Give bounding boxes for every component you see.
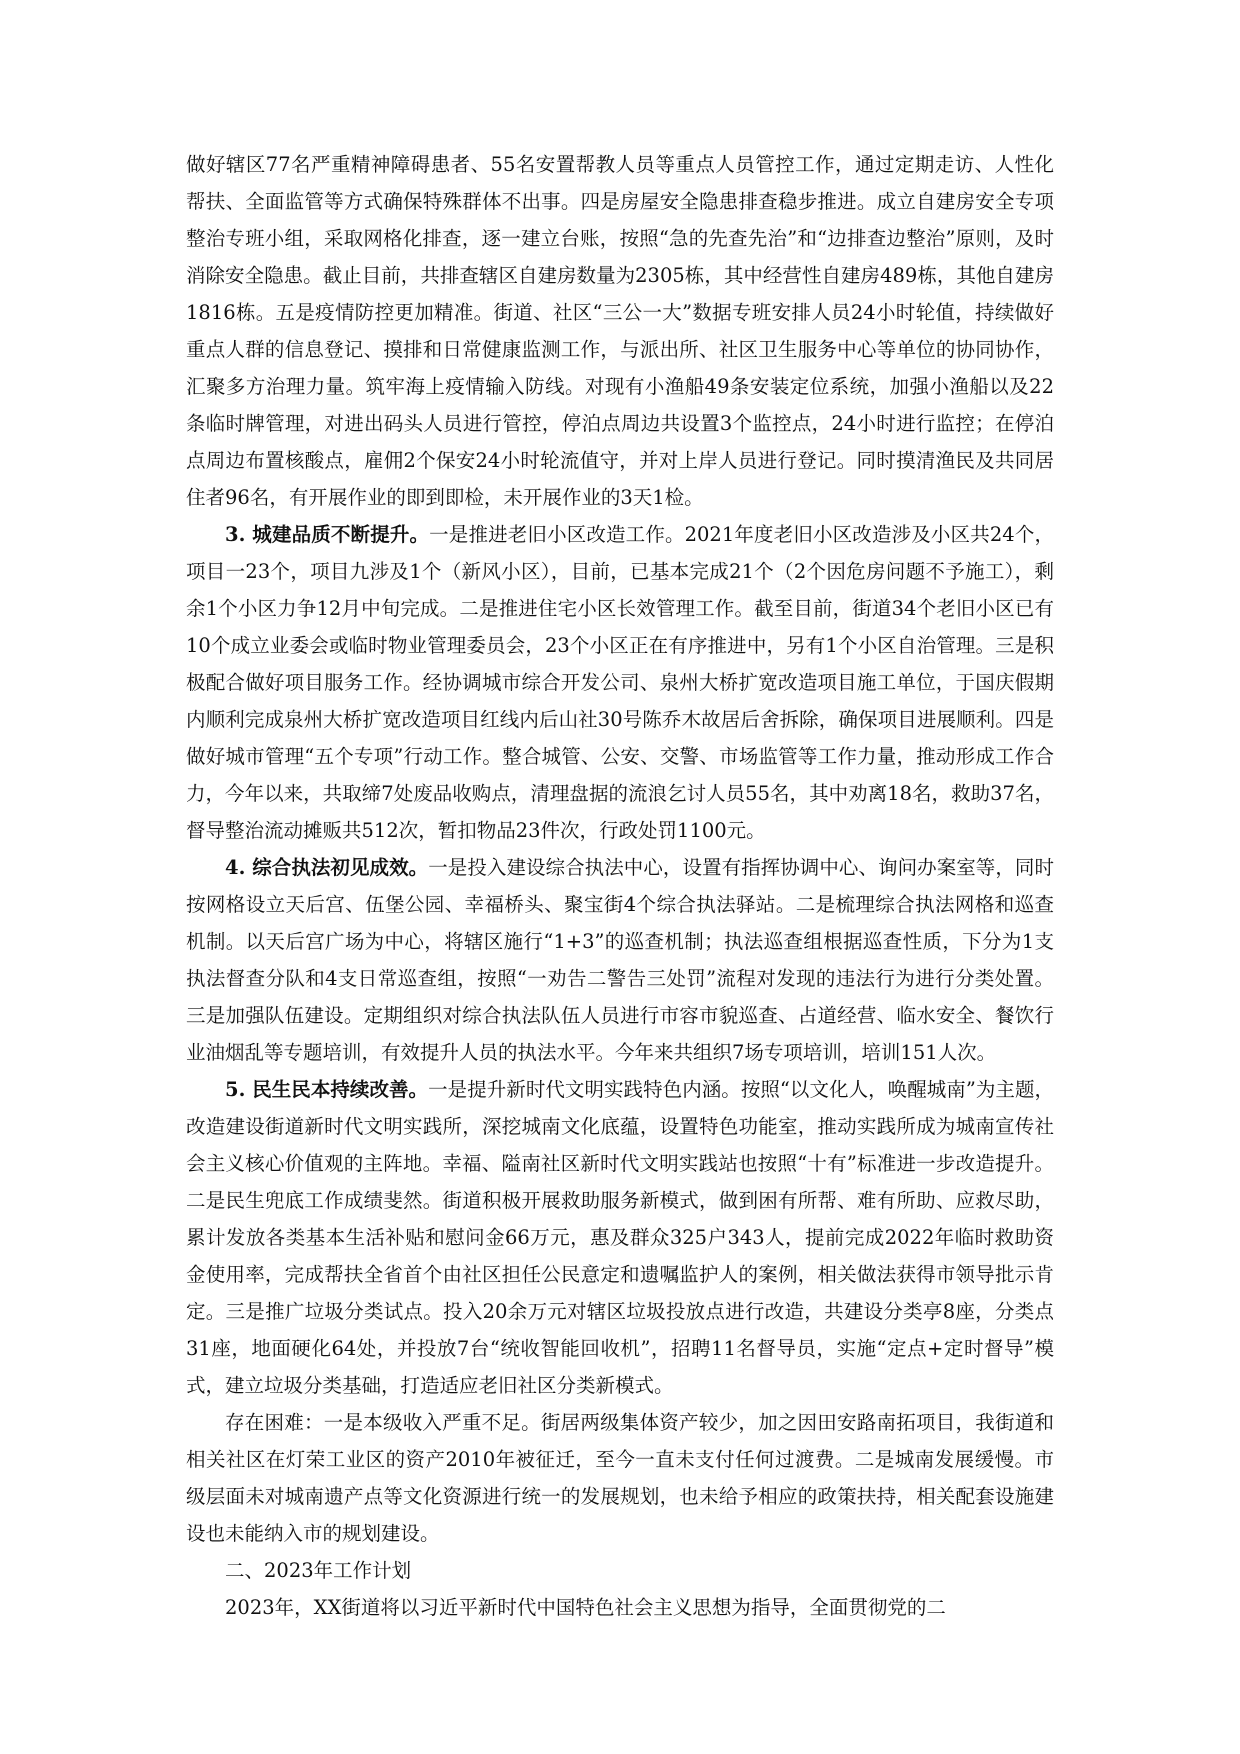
section-title: 二、2023年工作计划 bbox=[225, 1559, 412, 1582]
paragraph-text: 存在困难：一是本级收入严重不足。街居两级集体资产较少，加之因田安路南拓项目，我街道和相关社区在灯荣工业区的资产2010年被征迁，至今一直未支付任何过渡费。二是城南发展缓慢。市级层面未对城南遗产点等文化资源进行统一的发展规划，也未给予相应的政策扶持，相关配套设施建设也未能纳入市的规划建设。 bbox=[186, 1411, 1054, 1545]
paragraph-heading: 4. 综合执法初见成效。 bbox=[225, 856, 429, 879]
paragraph-difficulties bbox=[186, 1404, 1054, 1552]
paragraph-continuation bbox=[186, 146, 1054, 516]
paragraph-law-enforcement bbox=[186, 849, 1054, 1071]
paragraph-heading: 5. 民生民本持续改善。 bbox=[225, 1078, 429, 1101]
document-page bbox=[186, 146, 1054, 1626]
paragraph-livelihood bbox=[186, 1071, 1054, 1404]
paragraph-text: 一是投入建设综合执法中心，设置有指挥协调中心、询问办案室等，同时按网格设立天后宫、伍堡公园、幸福桥头、聚宝街4个综合执法驿站。二是梳理综合执法网格和巡查机制。以天后宫广场为中心，将辖区施行“1+3”的巡查机制；执法巡查组根据巡查性质，下分为1支执法督查分队和4支日常巡查组，按照“一劝告二警告三处罚”流程对发现的违法行为进行分类处置。三是加强队伍建设。定期组织对综合执法队伍人员进行市容市貌巡查、占道经营、临水安全、餐饮行业油烟乱等专题培训，有效提升人员的执法水平。今年来共组织7场专项培训，培训151人次。 bbox=[186, 856, 1054, 1064]
paragraph-text: 做好辖区77名严重精神障碍患者、55名安置帮教人员等重点人员管控工作，通过定期走访、人性化帮扶、全面监管等方式确保特殊群体不出事。四是房屋安全隐患排查稳步推进。成立自建房安全专项整治专班小组，采取网格化排查，逐一建立台账，按照“急的先查先治”和“边排查边整治”原则，及时消除安全隐患。截止目前，共排查辖区自建房数量为2305栋，其中经营性自建房489栋，其他自建房1816栋。五是疫情防控更加精准。街道、社区“三公一大”数据专班安排人员24小时轮值，持续做好重点人群的信息登记、摸排和日常健康监测工作，与派出所、社区卫生服务中心等单位的协同协作，汇聚多方治理力量。筑牢海上疫情输入防线。对现有小渔船49条安装定位系统，加强小渔船以及22条临时牌管理，对进出码头人员进行管控，停泊点周边共设置3个监控点，24小时进行监控；在停泊点周边布置核酸点，雇佣2个保安24小时轮流值守，并对上岸人员进行登记。同时摸清渔民及共同居住者96名，有开展作业的即到即检，未开展作业的3天1检。 bbox=[186, 153, 1054, 509]
paragraph-text: 2023年，XX街道将以习近平新时代中国特色社会主义思想为指导，全面贯彻党的二 bbox=[225, 1596, 946, 1619]
paragraph-urban-construction bbox=[186, 516, 1054, 849]
paragraph-text: 一是提升新时代文明实践特色内涵。按照“以文化人，唤醒城南”为主题，改造建设街道新时代文明实践所，深挖城南文化底蕴，设置特色功能室，推动实践所成为城南宣传社会主义核心价值观的主阵地。幸福、隘南社区新时代文明实践站也按照“十有”标准进一步改造提升。二是民生兜底工作成绩斐然。街道积极开展救助服务新模式，做到困有所帮、难有所助、应救尽助，累计发放各类基本生活补贴和慰问金66万元，惠及群众325户343人，提前完成2022年临时救助资金使用率，完成帮扶全省首个由社区担任公民意定和遗嘱监护人的案例，相关做法获得市领导批示肯定。三是推广垃圾分类试点。投入20余万元对辖区垃圾投放点进行改造，共建设分类亭8座，分类点31座，地面硬化64处，并投放7台“统收智能回收机”，招聘11名督导员，实施“定点+定时督导”模式，建立垃圾分类基础，打造适应老旧社区分类新模式。 bbox=[186, 1078, 1054, 1397]
paragraph-plan-intro bbox=[186, 1589, 1054, 1626]
paragraph-text: 一是推进老旧小区改造工作。2021年度老旧小区改造涉及小区共24个，项目一23个，项目九涉及1个（新风小区），目前，已基本完成21个（2个因危房问题不予施工），剩余1个小区力争12月中旬完成。二是推进住宅小区长效管理工作。截至目前，街道34个老旧小区已有10个成立业委会或临时物业管理委员会，23个小区正在有序推进中，另有1个小区自治管理。三是积极配合做好项目服务工作。经协调城市综合开发公司、泉州大桥扩宽改造项目施工单位，于国庆假期内顺利完成泉州大桥扩宽改造项目红线内后山社30号陈乔木故居后舍拆除，确保项目进展顺利。四是做好城市管理“五个专项”行动工作。整合城管、公安、交警、市场监管等工作力量，推动形成工作合力，今年以来，共取缔7处废品收购点，清理盘据的流浪乞讨人员55名，其中劝离18名，救助37名，督导整治流动摊贩共512次，暂扣物品23件次，行政处罚1100元。 bbox=[186, 523, 1054, 842]
paragraph-heading: 3. 城建品质不断提升。 bbox=[225, 523, 430, 546]
